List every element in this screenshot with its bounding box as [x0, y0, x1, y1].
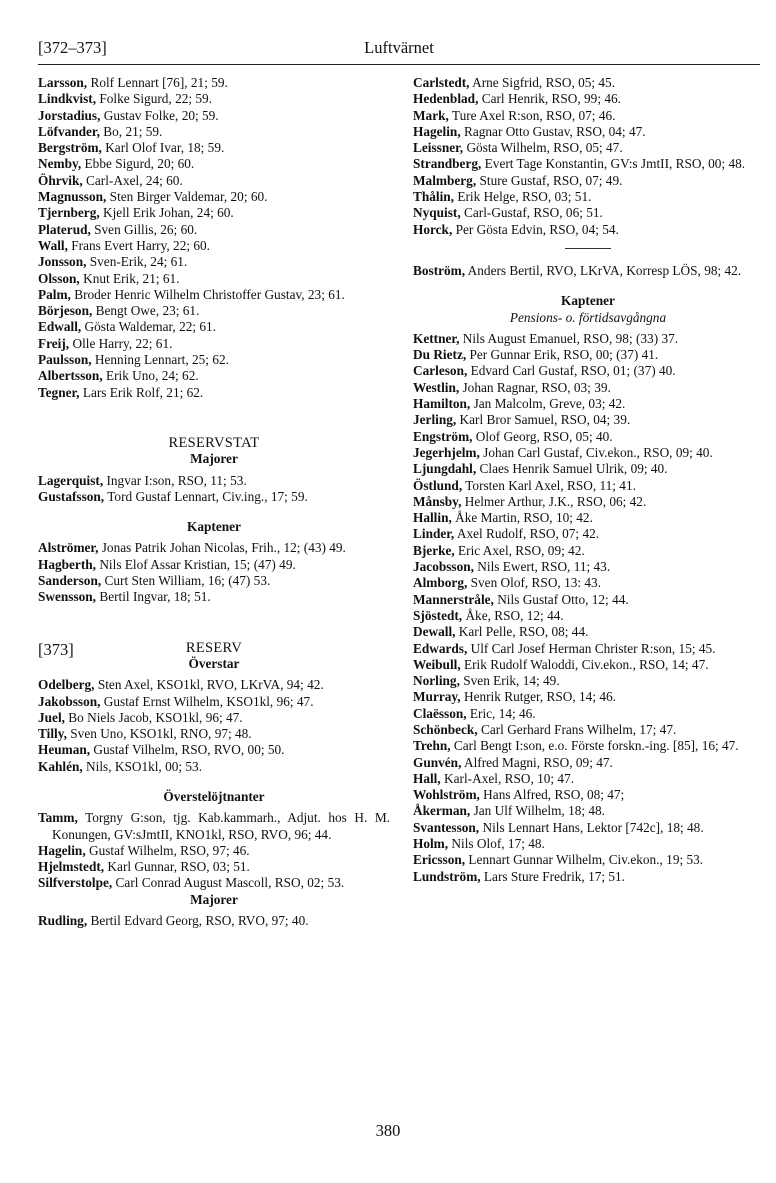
entry-surname: Tjernberg,	[38, 205, 100, 221]
list-entry	[38, 540, 390, 556]
entry-surname: Nemby,	[38, 156, 82, 172]
entry-details: Bo Niels Jacob, KSO1kl, 96; 47.	[64, 709, 243, 725]
list-entry	[38, 140, 390, 156]
list-entry	[38, 843, 390, 859]
entry-surname: Löfvander,	[38, 123, 100, 139]
entry-details: Hans Alfred, RSO, 08; 47;	[479, 787, 625, 803]
entry-details: Curt Sten William, 16; (47) 53.	[101, 573, 271, 589]
list-entry	[413, 380, 763, 396]
list-entry	[38, 589, 390, 605]
subsection-title-kaptener-right: Kaptener	[561, 293, 615, 309]
entry-surname: Engström,	[413, 428, 473, 444]
entry-surname: Jonsson,	[38, 254, 87, 270]
entry-surname: Paulsson,	[38, 352, 92, 368]
list-entry	[413, 641, 763, 657]
list-entry	[413, 189, 763, 205]
subsection-subtitle: Pensions- o. förtidsavgångna	[509, 309, 667, 325]
list-entry	[38, 742, 390, 758]
entry-surname: Svantesson,	[413, 819, 480, 835]
entry-surname: Odelberg,	[38, 677, 95, 693]
reservstat-majorer-list	[38, 473, 390, 506]
entry-surname: Östlund,	[413, 477, 463, 493]
entry-surname: Carlstedt,	[413, 75, 470, 90]
list-entry	[413, 575, 763, 591]
list-entry	[413, 331, 763, 347]
entry-details: Gösta Wilhelm, RSO, 05; 47.	[463, 140, 623, 156]
list-entry	[38, 573, 390, 589]
entry-details: Jonas Patrik Johan Nicolas, Frih., 12; (43) 49.	[98, 540, 346, 556]
entry-surname: Bergström,	[38, 140, 102, 156]
entry-details: Ebbe Sigurd, 20; 60.	[81, 156, 195, 172]
entry-details: Lars Erik Rolf, 21; 62.	[79, 384, 204, 400]
entry-surname: Almborg,	[413, 575, 468, 591]
entry-details: Ulf Carl Josef Herman Christer R:son, 15; 45.	[467, 640, 716, 656]
list-entry	[38, 557, 390, 573]
entry-surname: Trehn,	[413, 738, 451, 754]
entry-surname: Jakobsson,	[38, 693, 101, 709]
entry-details: Alfred Magni, RSO, 09; 47.	[461, 754, 613, 770]
entry-details: Arne Sigfrid, RSO, 05; 45.	[469, 75, 616, 90]
entry-details: Karl Bror Samuel, RSO, 04; 39.	[456, 412, 631, 428]
list-entry	[413, 173, 763, 189]
header-rule	[38, 64, 760, 65]
list-entry	[38, 726, 390, 742]
entry-details: Frans Evert Harry, 22; 60.	[67, 237, 210, 253]
list-entry	[38, 205, 390, 221]
entry-details: Jan Ulf Wilhelm, 18; 48.	[470, 803, 606, 819]
entry-details: Karl Pelle, RSO, 08; 44.	[455, 624, 589, 640]
entry-details: Per Gösta Edvin, RSO, 04; 54.	[452, 221, 619, 237]
entry-surname: Hamilton,	[413, 396, 471, 412]
entry-details: Carl Conrad August Mascoll, RSO, 02; 53.	[112, 875, 345, 891]
entry-surname: Palm,	[38, 286, 71, 302]
list-entry	[413, 592, 763, 608]
entry-surname: Linder,	[413, 526, 455, 542]
list-entry	[38, 489, 390, 505]
entry-details: Karl Olof Ivar, 18; 59.	[101, 140, 225, 156]
entry-surname: Gunvén,	[413, 754, 462, 770]
list-entry	[38, 875, 390, 891]
entry-surname: Freij,	[38, 335, 70, 351]
entry-details: Knut Erik, 21; 61.	[79, 270, 180, 286]
list-entry	[413, 429, 763, 445]
entry-surname: Dewall,	[413, 624, 456, 640]
entry-surname: Hall,	[413, 770, 441, 786]
entry-surname: Schönbeck,	[413, 721, 478, 737]
entry-details: Lars Sture Fredrik, 17; 51.	[480, 868, 626, 884]
list-entry	[413, 347, 763, 363]
list-entry	[413, 140, 763, 156]
list-entry	[413, 396, 763, 412]
list-entry	[413, 559, 763, 575]
entry-details: Helmer Arthur, J.K., RSO, 06; 42.	[461, 493, 647, 509]
entry-details: Nils August Emanuel, RSO, 98; (33) 37.	[459, 330, 679, 346]
entry-details: Jan Malcolm, Greve, 03; 42.	[470, 396, 626, 412]
entry-surname: Westlin,	[413, 379, 460, 395]
entry-surname: Magnusson,	[38, 189, 107, 205]
entry-surname: Hagelin,	[38, 842, 86, 858]
list-entry	[413, 526, 763, 542]
list-entry	[38, 336, 390, 352]
entry-surname: Albertsson,	[38, 368, 103, 384]
entry-details: Per Gunnar Erik, RSO, 00; (37) 41.	[466, 347, 659, 363]
entry-details: Bengt Owe, 23; 61.	[92, 303, 200, 319]
entry-surname: Heuman,	[38, 742, 91, 758]
entry-surname: Tamm,	[38, 810, 78, 826]
entry-details: Karl-Axel, RSO, 10; 47.	[440, 770, 575, 786]
list-entry	[413, 510, 763, 526]
entry-surname: Weibull,	[413, 656, 461, 672]
entry-surname: Strandberg,	[413, 156, 482, 172]
entry-surname: Nyquist,	[413, 205, 461, 221]
entry-surname: Lundström,	[413, 868, 481, 884]
entry-surname: Larsson,	[38, 75, 88, 90]
entry-surname: Hjelmstedt,	[38, 859, 105, 875]
entry-details: Lennart Gunnar Wilhelm, Civ.ekon., 19; 53.	[465, 852, 704, 868]
entry-surname: Tilly,	[38, 726, 67, 742]
entry-surname: Alströmer,	[38, 540, 99, 556]
entry-surname: Mannerstråle,	[413, 591, 494, 607]
reserv-overstelojtnanter-list	[38, 810, 390, 891]
list-entry	[413, 722, 763, 738]
list-entry	[38, 710, 390, 726]
entry-details: Carl-Axel, 24; 60.	[82, 172, 183, 188]
page-marker: [373]	[38, 639, 74, 659]
list-entry	[413, 820, 763, 836]
entry-surname: Carleson,	[413, 363, 468, 379]
entry-details: Gustav Folke, 20; 59.	[100, 107, 219, 123]
list-entry	[413, 706, 763, 722]
entry-surname: Claësson,	[413, 705, 467, 721]
entry-details: Åke Martin, RSO, 10; 42.	[451, 510, 593, 526]
list-entry	[38, 368, 390, 384]
entry-surname: Jerling,	[413, 412, 457, 428]
entry-details: Nils Ewert, RSO, 11; 43.	[473, 559, 611, 575]
entry-surname: Malmberg,	[413, 172, 477, 188]
list-entry	[38, 222, 390, 238]
entry-details: Nils Lennart Hans, Lektor [742c], 18; 48.	[479, 819, 704, 835]
entry-surname: Ljungdahl,	[413, 461, 477, 477]
entry-details: Karl Gunnar, RSO, 03; 51.	[104, 859, 250, 875]
list-entry	[38, 124, 390, 140]
running-title: Luftvärnet	[364, 38, 434, 57]
entry-surname: Norling,	[413, 673, 460, 689]
list-entry	[413, 124, 763, 140]
entry-surname: Månsby,	[413, 493, 462, 509]
entry-details: Ragnar Otto Gustav, RSO, 04; 47.	[460, 123, 646, 139]
list-entry	[38, 108, 390, 124]
list-entry	[413, 755, 763, 771]
list-entry	[413, 657, 763, 673]
entry-surname: Lagerquist,	[38, 472, 104, 488]
subsection-title-majorer-reserv: Majorer	[190, 891, 238, 907]
entry-details: Nils Elof Assar Kristian, 15; (47) 49.	[96, 556, 296, 572]
entry-surname: Mark,	[413, 107, 449, 123]
entry-surname: Lindkvist,	[38, 91, 97, 107]
entry-surname: Swensson,	[38, 589, 97, 605]
list-entry	[413, 852, 763, 868]
entries-top-right	[413, 75, 763, 238]
list-entry	[413, 205, 763, 221]
entry-details: Bertil Ingvar, 18; 51.	[96, 589, 211, 605]
list-entry	[38, 91, 390, 107]
entry-details: Olle Harry, 22; 61.	[69, 335, 173, 351]
entry-details: Broder Henric Wilhelm Christoffer Gustav, 23; 61.	[70, 286, 345, 302]
subsection-title-majorer: Majorer	[190, 451, 238, 467]
entry-details: Åke, RSO, 12; 44.	[462, 607, 564, 623]
list-entry	[413, 222, 763, 238]
entry-details: Eric, 14; 46.	[466, 705, 536, 721]
list-entry	[38, 156, 390, 172]
entry-surname: Ericsson,	[413, 852, 466, 868]
left-column	[38, 75, 390, 929]
entry-details: Erik Helge, RSO, 03; 51.	[454, 189, 592, 205]
entries-top-left	[38, 75, 390, 401]
list-entry	[413, 869, 763, 885]
right-column	[413, 75, 763, 885]
reservstat-kaptener-list	[38, 540, 390, 605]
entry-details: Gustaf Wilhelm, RSO, 97; 46.	[85, 842, 250, 858]
entry-surname: Sanderson,	[38, 573, 102, 589]
subsection-title-overstar: Överstar	[188, 655, 240, 671]
list-entry	[38, 254, 390, 270]
entry-surname: Murray,	[413, 689, 461, 705]
entry-details: Erik Rudolf Waloddi, Civ.ekon., RSO, 14; 47.	[460, 656, 709, 672]
list-entry	[413, 461, 763, 477]
section-title-reserv: RESERV	[185, 639, 243, 656]
entry-surname: Jegerhjelm,	[413, 444, 480, 460]
entry-surname: Wall,	[38, 237, 68, 253]
entry-details: Torsten Karl Axel, RSO, 11; 41.	[462, 477, 636, 493]
list-entry	[38, 352, 390, 368]
separator-rule	[565, 248, 611, 249]
entry-surname: Öhrvik,	[38, 172, 83, 188]
list-entry	[38, 287, 390, 303]
entry-details: Eric Axel, RSO, 09; 42.	[454, 542, 585, 558]
entry-details: Ingvar I:son, RSO, 11; 53.	[103, 472, 247, 488]
entry-details: Tord Gustaf Lennart, Civ.ing., 17; 59.	[104, 488, 308, 504]
entry-surname: Wohlström,	[413, 787, 480, 803]
list-entry	[413, 543, 763, 559]
kaptener-pension-list	[413, 331, 763, 885]
entry-surname: Kettner,	[413, 330, 460, 346]
entry-surname: Hagelin,	[413, 123, 461, 139]
entry-details: Folke Sigurd, 22; 59.	[96, 91, 213, 107]
entry-surname: Bjerke,	[413, 542, 455, 558]
entry-details: Johan Ragnar, RSO, 03; 39.	[459, 379, 611, 395]
entry-surname: Edwall,	[38, 319, 82, 335]
list-entry	[413, 156, 763, 172]
list-entry	[413, 689, 763, 705]
entry-details: Torgny G:son, tjg. Kab.kammarh., Adjut. hos H. M. Konungen, GV:sJmtII, KNO1kl, RSO, RVO, 96; 44.	[52, 810, 390, 842]
list-entry	[38, 271, 390, 287]
entry-surname: Horck,	[413, 221, 453, 237]
entry-surname: Edwards,	[413, 640, 468, 656]
page-number: 380	[375, 1121, 401, 1140]
entry-details: Carl Bengt I:son, e.o. Förste forskn.-ing. [85], 16; 47.	[450, 738, 739, 754]
reserv-heading-row	[38, 639, 390, 659]
list-entry	[38, 385, 390, 401]
list-entry	[413, 836, 763, 852]
entry-details: Sten Birger Valdemar, 20; 60.	[106, 189, 268, 205]
entry-details: Evert Tage Konstantin, GV:s JmtII, RSO, 00; 48.	[481, 156, 746, 172]
entry-surname: Thålin,	[413, 189, 455, 205]
entry-surname: Hedenblad,	[413, 91, 479, 107]
entry-details: Sven Erik, 14; 49.	[459, 673, 560, 689]
list-entry	[413, 624, 763, 640]
entry-surname: Börjeson,	[38, 303, 93, 319]
list-entry	[38, 677, 390, 693]
entry-details: Rolf Lennart [76], 21; 59.	[87, 75, 228, 90]
list-entry	[38, 859, 390, 875]
entry-details: Erik Uno, 24; 62.	[102, 368, 199, 384]
entry-details: Olof Georg, RSO, 05; 40.	[472, 428, 613, 444]
entry-details: Sven Gillis, 26; 60.	[90, 221, 198, 237]
list-entry	[38, 473, 390, 489]
list-entry	[413, 608, 763, 624]
entry-details: Henrik Rutger, RSO, 14; 46.	[460, 689, 616, 705]
page-range: [372–373]	[38, 38, 107, 57]
entry-surname: Kahlén,	[38, 758, 83, 774]
entry-surname: Holm,	[413, 836, 449, 852]
list-entry	[38, 694, 390, 710]
list-entry	[413, 494, 763, 510]
entry-details: Bertil Edvard Georg, RSO, RVO, 97; 40.	[87, 913, 309, 929]
entry-details: Sten Axel, KSO1kl, RVO, LKrVA, 94; 42.	[94, 677, 324, 693]
subsection-title-overstelojtnanter: Överstelöjtnanter	[163, 788, 265, 804]
page-header	[38, 38, 760, 60]
reserv-overstar-list	[38, 677, 390, 775]
entry-surname: Juel,	[38, 709, 65, 725]
entry-surname: Silfverstolpe,	[38, 875, 113, 891]
entry-details: Sture Gustaf, RSO, 07; 49.	[476, 172, 623, 188]
entry-details: Henning Lennart, 25; 62.	[91, 352, 229, 368]
entry-details: Gösta Waldemar, 22; 61.	[81, 319, 217, 335]
list-entry	[38, 238, 390, 254]
entry-details: Sven Uno, KSO1kl, RNO, 97; 48.	[66, 726, 252, 742]
entry-surname: Hagberth,	[38, 556, 96, 572]
list-entry	[38, 189, 390, 205]
list-entry	[38, 303, 390, 319]
entry-details: Carl Gerhard Frans Wilhelm, 17; 47.	[477, 721, 677, 737]
list-entry	[413, 363, 763, 379]
entry-details: Gustaf Vilhelm, RSO, RVO, 00; 50.	[90, 742, 285, 758]
entry-details: Kjell Erik Johan, 24; 60.	[99, 205, 234, 221]
entry-surname: Olsson,	[38, 270, 80, 286]
entry-surname: Hallin,	[413, 510, 452, 526]
entry-details: Nils Olof, 17; 48.	[448, 836, 545, 852]
list-entry	[413, 673, 763, 689]
entry-details: Sven Olof, RSO, 13: 43.	[467, 575, 602, 591]
entry-details: Nils Gustaf Otto, 12; 44.	[493, 591, 629, 607]
entry-details: Axel Rudolf, RSO, 07; 42.	[454, 526, 600, 542]
entry-surname: Sjöstedt,	[413, 607, 463, 623]
list-entry	[413, 771, 763, 787]
list-entry	[413, 803, 763, 819]
list-entry	[38, 173, 390, 189]
entry-details: Nils, KSO1kl, 00; 53.	[82, 758, 203, 774]
entry-surname: Jacobsson,	[413, 559, 474, 575]
entry-details: Sven-Erik, 24; 61.	[86, 254, 188, 270]
list-entry	[413, 445, 763, 461]
entry-surname: Rudling,	[38, 913, 88, 929]
list-entry	[413, 75, 763, 91]
list-entry	[413, 738, 763, 754]
list-entry	[38, 319, 390, 335]
entry-details: Claes Henrik Samuel Ulrik, 09; 40.	[476, 461, 668, 477]
entry-surname: Åkerman,	[413, 803, 471, 819]
list-entry	[413, 91, 763, 107]
entry-surname: Leissner,	[413, 140, 464, 156]
entry-surname: Du Rietz,	[413, 347, 467, 363]
entry-details: Ture Axel R:son, RSO, 07; 46.	[448, 107, 616, 123]
entry-surname: Tegner,	[38, 384, 80, 400]
entry-details: Edvard Carl Gustaf, RSO, 01; (37) 40.	[467, 363, 676, 379]
list-entry	[38, 913, 390, 929]
entry-details: Johan Carl Gustaf, Civ.ekon., RSO, 09; 40.	[479, 444, 713, 460]
entry-details: Gustaf Ernst Wilhelm, KSO1kl, 96; 47.	[100, 693, 314, 709]
list-entry	[413, 787, 763, 803]
section-title-reservstat: RESERVSTAT	[168, 434, 260, 451]
entry-details: Bo, 21; 59.	[99, 123, 163, 139]
list-entry	[38, 810, 390, 843]
list-entry	[413, 478, 763, 494]
entry-surname: Platerud,	[38, 221, 91, 237]
subsection-title-kaptener: Kaptener	[187, 519, 241, 535]
list-entry	[38, 75, 390, 91]
reserv-majorer-list	[38, 913, 390, 929]
entry-surname: Jorstadius,	[38, 107, 101, 123]
entry-surname: Gustafsson,	[38, 488, 105, 504]
entry-bostrom: Boström, Anders Bertil, RVO, LKrVA, Korresp LÖS, 98; 42.	[413, 262, 742, 278]
list-entry	[413, 108, 763, 124]
entry-details: Carl Henrik, RSO, 99; 46.	[478, 91, 621, 107]
entry-details: Carl-Gustaf, RSO, 06; 51.	[460, 205, 603, 221]
list-entry	[413, 412, 763, 428]
list-entry	[38, 759, 390, 775]
